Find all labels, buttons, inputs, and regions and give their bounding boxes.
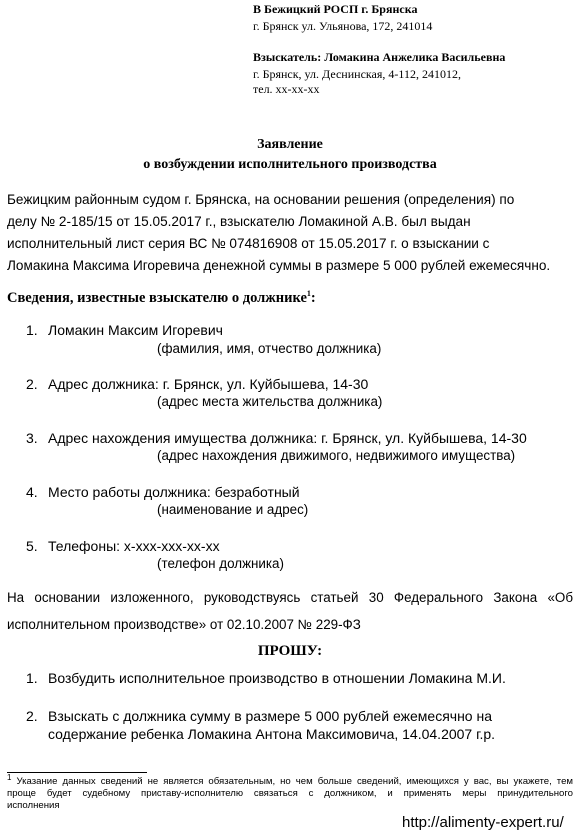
- document-subtitle: о возбуждении исполнительного производства: [143, 157, 437, 172]
- debtor-heading-colon: :: [310, 290, 316, 306]
- footnote: [7, 772, 573, 812]
- footnote-mark: 1: [7, 772, 12, 782]
- debtor-item-text: Место работы должника: безработный: [48, 484, 300, 500]
- debtor-heading-text: Сведения, известные взыскателю о должнике: [7, 290, 307, 306]
- debtor-item-hint: (адрес нахождения движимого, недвижимого имущества): [157, 448, 516, 463]
- footnote-ref: 1: [306, 289, 311, 299]
- debtor-item-hint: (адрес места жительства должника): [157, 394, 383, 409]
- court-name: В Бежицкий РОСП г. Брянска: [253, 2, 418, 16]
- intro-line: исполнительный лист серия ВС № 074816908 от 15.05.2017 г. о взыскании с: [7, 236, 490, 251]
- debtor-item-text: Адрес нахождения имущества должника: г. Брянск, ул. Куйбышева, 14-30: [48, 430, 527, 446]
- claimant-name: Взыскатель: Ломакина Анжелика Васильевна: [253, 50, 506, 64]
- footnote-text: Указание данных сведений не является обязательным, но чем больше сведений, имеющихся у вас, вы укажете, тем: [16, 776, 573, 787]
- intro-line: Бежицким районным судом г. Брянска, на основании решения (определения) по: [7, 192, 515, 207]
- request-text: Возбудить исполнительное производство в отношении Ломакина М.И.: [48, 670, 506, 686]
- basis-line: На основании изложенного, руководствуясь статьей 30 Федерального Закона «Об: [7, 590, 573, 605]
- court-address: г. Брянск ул. Ульянова, 172, 241014: [253, 19, 433, 33]
- debtor-item-number: 1.: [26, 322, 38, 338]
- request-text: содержание ребенка Ломакина Антона Максимовича, 14.04.2007 г.р.: [48, 726, 496, 742]
- basis-line: исполнительном производстве» от 02.10.2007 № 229-ФЗ: [7, 617, 361, 632]
- document-title: Заявление: [257, 137, 323, 152]
- footnote-line: исполнения: [7, 800, 60, 811]
- intro-line: делу № 2-185/15 от 15.05.2017 г., взыскателю Ломакиной А.В. был выдан: [7, 214, 471, 229]
- debtor-heading: [7, 290, 316, 307]
- claimant-phone: тел. хх-хх-хх: [253, 82, 320, 96]
- request-heading: ПРОШУ:: [257, 643, 323, 659]
- claimant-address: г. Брянск, ул. Деснинская, 4-112, 241012,: [253, 67, 461, 81]
- debtor-item-text: Адрес должника: г. Брянск, ул. Куйбышева, 14-30: [48, 376, 369, 392]
- debtor-item-hint: (фамилия, имя, отчество должника): [157, 341, 382, 356]
- request-number: 2.: [26, 708, 38, 724]
- debtor-item-hint: (телефон должника): [157, 556, 284, 571]
- debtor-item-text: Ломакин Максим Игоревич: [48, 322, 223, 338]
- debtor-item-text: Телефоны: х-ххх-ххх-хх-хх: [48, 538, 220, 554]
- debtor-item-number: 4.: [26, 484, 38, 500]
- footnote-line: [7, 772, 573, 788]
- debtor-item-hint: (наименование и адрес): [157, 502, 309, 517]
- debtor-item-number: 3.: [26, 430, 38, 446]
- footnote-divider: [7, 772, 147, 773]
- footnote-line: проще будет судебному приставу-исполнителю связаться с должником, и применять меры принудительного: [7, 788, 573, 799]
- request-number: 1.: [26, 670, 38, 686]
- source-watermark: http://alimenty-expert.ru/: [402, 814, 564, 831]
- request-text: Взыскать с должника сумму в размере 5 000 рублей ежемесячно на: [48, 708, 492, 724]
- intro-line: Ломакина Максима Игоревича денежной суммы в размере 5 000 рублей ежемесячно.: [7, 258, 551, 273]
- debtor-item-number: 2.: [26, 376, 38, 392]
- debtor-item-number: 5.: [26, 538, 38, 554]
